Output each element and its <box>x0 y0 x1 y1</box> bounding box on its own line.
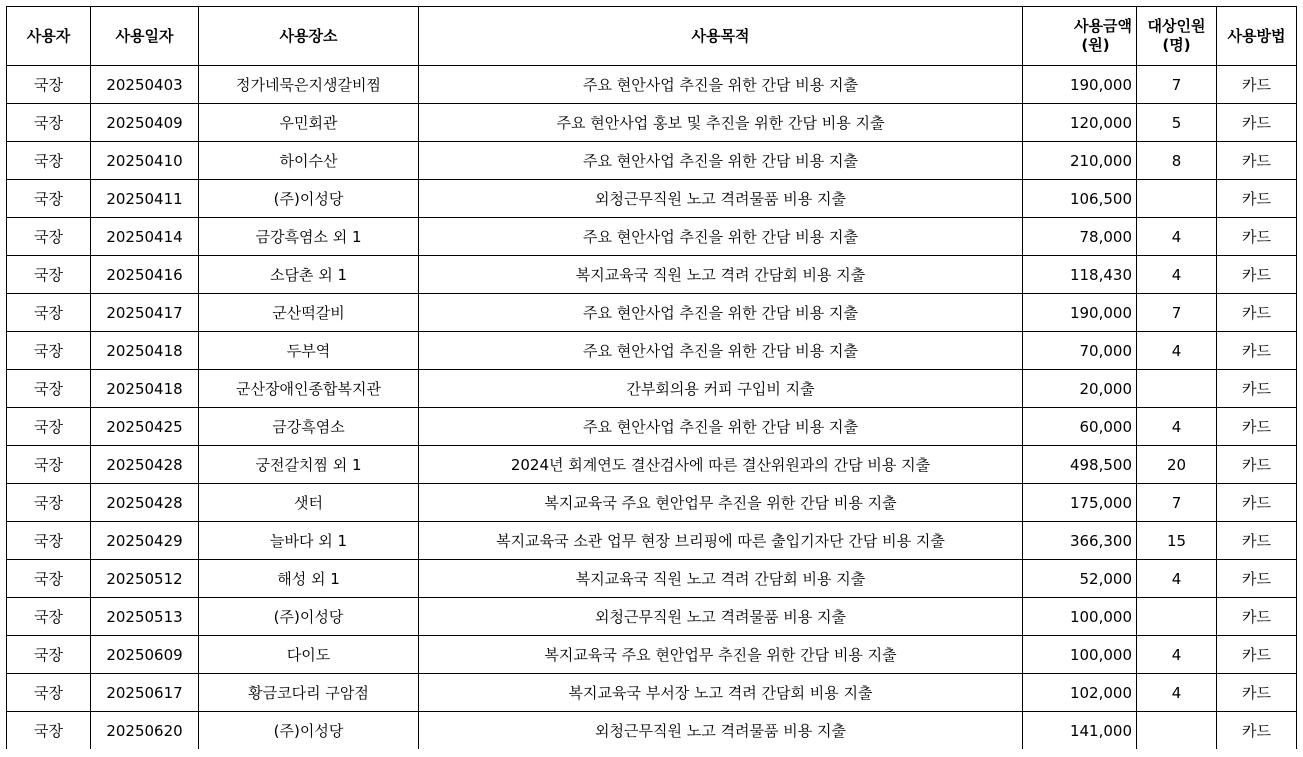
cell-purpose: 복지교육국 주요 현안업무 추진을 위한 간담 비용 지출 <box>419 636 1023 674</box>
table-row <box>7 674 1297 712</box>
cell-date: 20250617 <box>91 674 199 712</box>
cell-method: 카드 <box>1217 370 1297 408</box>
cell-user: 국장 <box>7 446 91 484</box>
table-row <box>7 446 1297 484</box>
cell-purpose: 복지교육국 부서장 노고 격려 간담회 비용 지출 <box>419 674 1023 712</box>
cell-amount: 210,000 <box>1023 142 1137 180</box>
cell-amount: 100,000 <box>1023 598 1137 636</box>
cell-user: 국장 <box>7 218 91 256</box>
table-row <box>7 180 1297 218</box>
cell-amount: 141,000 <box>1023 712 1137 750</box>
cell-method: 카드 <box>1217 484 1297 522</box>
table-row <box>7 522 1297 560</box>
cell-place: (주)이성당 <box>199 598 419 636</box>
cell-user: 국장 <box>7 484 91 522</box>
cell-place: 해성 외 1 <box>199 560 419 598</box>
cell-place: 샛터 <box>199 484 419 522</box>
cell-purpose: 2024년 회계연도 결산검사에 따른 결산위원과의 간담 비용 지출 <box>419 446 1023 484</box>
cell-people: 4 <box>1137 408 1217 446</box>
cell-user: 국장 <box>7 712 91 750</box>
cell-date: 20250620 <box>91 712 199 750</box>
cell-amount: 190,000 <box>1023 294 1137 332</box>
header-row <box>7 7 1297 66</box>
cell-date: 20250512 <box>91 560 199 598</box>
cell-place: 금강흑염소 <box>199 408 419 446</box>
table-row <box>7 636 1297 674</box>
header-people <box>1137 7 1217 66</box>
cell-date: 20250428 <box>91 446 199 484</box>
table-row <box>7 408 1297 446</box>
cell-people: 20 <box>1137 446 1217 484</box>
table-body <box>7 66 1297 750</box>
cell-place: 두부역 <box>199 332 419 370</box>
cell-user: 국장 <box>7 522 91 560</box>
cell-place: 우민회관 <box>199 104 419 142</box>
header-amount-line1: 사용금액 <box>1074 17 1132 35</box>
cell-people: 7 <box>1137 484 1217 522</box>
cell-user: 국장 <box>7 142 91 180</box>
header-user: 사용자 <box>7 7 91 66</box>
cell-user: 국장 <box>7 560 91 598</box>
cell-date: 20250409 <box>91 104 199 142</box>
header-place: 사용장소 <box>199 7 419 66</box>
table-row <box>7 332 1297 370</box>
cell-purpose: 주요 현안사업 추진을 위한 간담 비용 지출 <box>419 408 1023 446</box>
cell-people: 5 <box>1137 104 1217 142</box>
cell-method: 카드 <box>1217 560 1297 598</box>
cell-amount: 498,500 <box>1023 446 1137 484</box>
table-row <box>7 484 1297 522</box>
cell-people: 4 <box>1137 636 1217 674</box>
cell-method: 카드 <box>1217 636 1297 674</box>
cell-place: 군산장애인종합복지관 <box>199 370 419 408</box>
cell-method: 카드 <box>1217 294 1297 332</box>
cell-people: 4 <box>1137 674 1217 712</box>
header-people-line1: 대상인원 <box>1147 17 1206 35</box>
cell-method: 카드 <box>1217 104 1297 142</box>
cell-method: 카드 <box>1217 408 1297 446</box>
header-amount <box>1023 7 1137 66</box>
cell-method: 카드 <box>1217 256 1297 294</box>
cell-purpose: 복지교육국 직원 노고 격려 간담회 비용 지출 <box>419 560 1023 598</box>
table-row <box>7 294 1297 332</box>
cell-method: 카드 <box>1217 332 1297 370</box>
cell-method: 카드 <box>1217 66 1297 104</box>
cell-date: 20250416 <box>91 256 199 294</box>
cell-place: 늘바다 외 1 <box>199 522 419 560</box>
cell-people: 8 <box>1137 142 1217 180</box>
cell-user: 국장 <box>7 598 91 636</box>
expense-table-container <box>6 6 1297 749</box>
cell-place: 정가네묵은지생갈비찜 <box>199 66 419 104</box>
cell-amount: 70,000 <box>1023 332 1137 370</box>
cell-date: 20250411 <box>91 180 199 218</box>
cell-date: 20250417 <box>91 294 199 332</box>
cell-place: 군산떡갈비 <box>199 294 419 332</box>
cell-people <box>1137 180 1217 218</box>
cell-people <box>1137 370 1217 408</box>
expense-table <box>6 6 1297 749</box>
cell-method: 카드 <box>1217 446 1297 484</box>
cell-method: 카드 <box>1217 522 1297 560</box>
table-row <box>7 104 1297 142</box>
cell-date: 20250418 <box>91 370 199 408</box>
table-header <box>7 7 1297 66</box>
cell-people: 7 <box>1137 294 1217 332</box>
cell-method: 카드 <box>1217 674 1297 712</box>
cell-amount: 190,000 <box>1023 66 1137 104</box>
cell-place: 황금코다리 구암점 <box>199 674 419 712</box>
cell-date: 20250418 <box>91 332 199 370</box>
cell-purpose: 주요 현안사업 홍보 및 추진을 위한 간담 비용 지출 <box>419 104 1023 142</box>
cell-date: 20250414 <box>91 218 199 256</box>
table-row <box>7 370 1297 408</box>
cell-amount: 100,000 <box>1023 636 1137 674</box>
cell-amount: 60,000 <box>1023 408 1137 446</box>
cell-user: 국장 <box>7 180 91 218</box>
cell-place: 다이도 <box>199 636 419 674</box>
cell-people: 4 <box>1137 218 1217 256</box>
cell-purpose: 외청근무직원 노고 격려물품 비용 지출 <box>419 180 1023 218</box>
header-method: 사용방법 <box>1217 7 1297 66</box>
cell-purpose: 복지교육국 주요 현안업무 추진을 위한 간담 비용 지출 <box>419 484 1023 522</box>
table-row <box>7 142 1297 180</box>
table-row <box>7 560 1297 598</box>
cell-people: 4 <box>1137 332 1217 370</box>
header-amount-line2: (원) <box>1081 36 1110 54</box>
cell-user: 국장 <box>7 408 91 446</box>
cell-place: 금강흑염소 외 1 <box>199 218 419 256</box>
cell-method: 카드 <box>1217 598 1297 636</box>
cell-purpose: 외청근무직원 노고 격려물품 비용 지출 <box>419 598 1023 636</box>
header-purpose: 사용목적 <box>419 7 1023 66</box>
cell-method: 카드 <box>1217 142 1297 180</box>
cell-place: (주)이성당 <box>199 180 419 218</box>
cell-purpose: 주요 현안사업 추진을 위한 간담 비용 지출 <box>419 218 1023 256</box>
table-row <box>7 712 1297 750</box>
cell-purpose: 복지교육국 소관 업무 현장 브리핑에 따른 출입기자단 간담 비용 지출 <box>419 522 1023 560</box>
cell-date: 20250429 <box>91 522 199 560</box>
table-row <box>7 598 1297 636</box>
cell-people: 7 <box>1137 66 1217 104</box>
cell-place: 궁전갈치찜 외 1 <box>199 446 419 484</box>
cell-user: 국장 <box>7 332 91 370</box>
cell-date: 20250428 <box>91 484 199 522</box>
cell-method: 카드 <box>1217 712 1297 750</box>
cell-purpose: 주요 현안사업 추진을 위한 간담 비용 지출 <box>419 66 1023 104</box>
table-row <box>7 256 1297 294</box>
cell-amount: 118,430 <box>1023 256 1137 294</box>
cell-place: (주)이성당 <box>199 712 419 750</box>
cell-place: 하이수산 <box>199 142 419 180</box>
cell-people <box>1137 712 1217 750</box>
cell-user: 국장 <box>7 674 91 712</box>
cell-date: 20250513 <box>91 598 199 636</box>
cell-date: 20250609 <box>91 636 199 674</box>
cell-date: 20250403 <box>91 66 199 104</box>
cell-people: 15 <box>1137 522 1217 560</box>
cell-people: 4 <box>1137 256 1217 294</box>
cell-date: 20250425 <box>91 408 199 446</box>
cell-place: 소담촌 외 1 <box>199 256 419 294</box>
cell-purpose: 주요 현안사업 추진을 위한 간담 비용 지출 <box>419 294 1023 332</box>
cell-purpose: 간부회의용 커피 구입비 지출 <box>419 370 1023 408</box>
cell-amount: 106,500 <box>1023 180 1137 218</box>
cell-amount: 78,000 <box>1023 218 1137 256</box>
cell-purpose: 주요 현안사업 추진을 위한 간담 비용 지출 <box>419 332 1023 370</box>
cell-people <box>1137 598 1217 636</box>
cell-amount: 52,000 <box>1023 560 1137 598</box>
cell-people: 4 <box>1137 560 1217 598</box>
header-date: 사용일자 <box>91 7 199 66</box>
cell-date: 20250410 <box>91 142 199 180</box>
cell-user: 국장 <box>7 256 91 294</box>
cell-user: 국장 <box>7 636 91 674</box>
cell-user: 국장 <box>7 294 91 332</box>
table-row <box>7 218 1297 256</box>
header-people-line2: (명) <box>1162 36 1191 54</box>
cell-purpose: 복지교육국 직원 노고 격려 간담회 비용 지출 <box>419 256 1023 294</box>
cell-user: 국장 <box>7 66 91 104</box>
cell-purpose: 주요 현안사업 추진을 위한 간담 비용 지출 <box>419 142 1023 180</box>
cell-user: 국장 <box>7 370 91 408</box>
cell-amount: 175,000 <box>1023 484 1137 522</box>
cell-user: 국장 <box>7 104 91 142</box>
table-row <box>7 66 1297 104</box>
cell-amount: 102,000 <box>1023 674 1137 712</box>
cell-amount: 366,300 <box>1023 522 1137 560</box>
cell-method: 카드 <box>1217 180 1297 218</box>
cell-amount: 120,000 <box>1023 104 1137 142</box>
cell-method: 카드 <box>1217 218 1297 256</box>
cell-purpose: 외청근무직원 노고 격려물품 비용 지출 <box>419 712 1023 750</box>
cell-amount: 20,000 <box>1023 370 1137 408</box>
